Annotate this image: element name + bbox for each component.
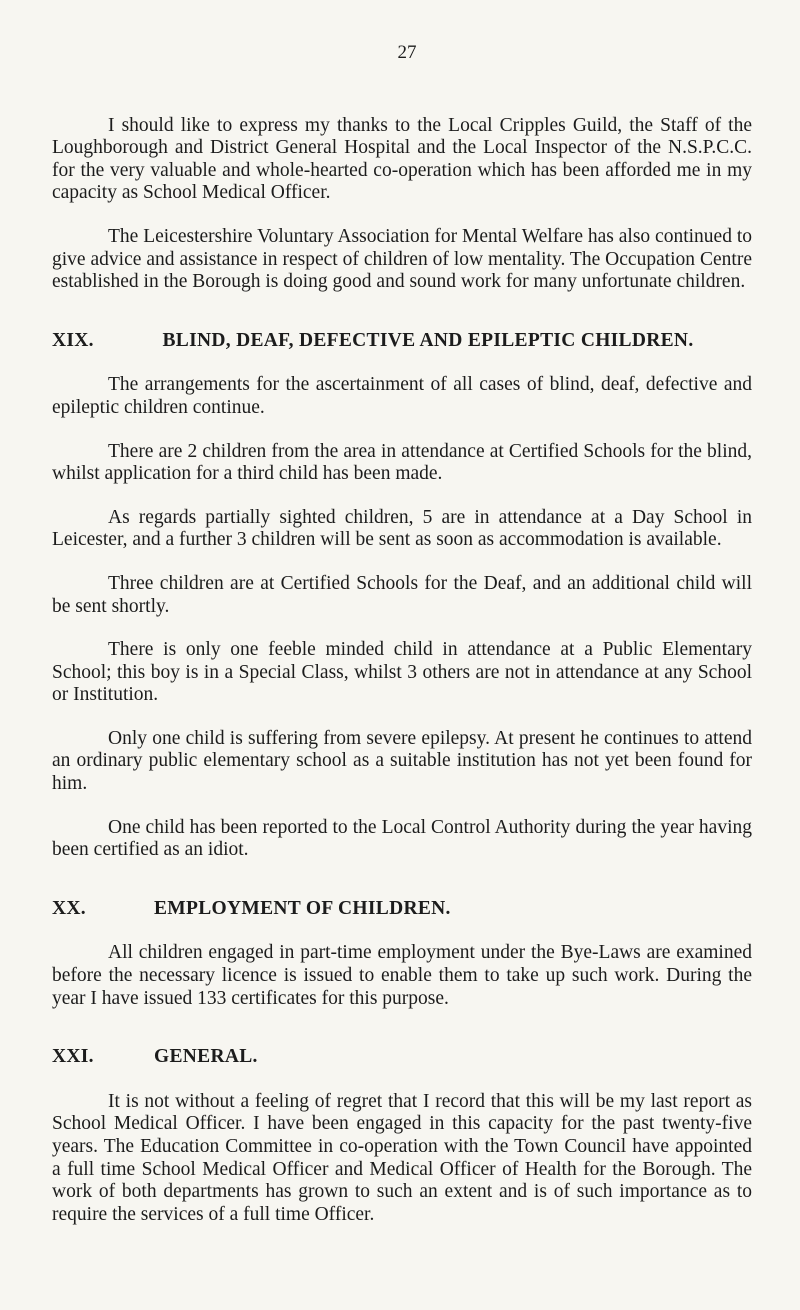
section-heading-xxi [52,1046,752,1069]
intro-paragraph: I should like to express my thanks to the Local Cripples Guild, the Staff of the Loughborough and District General Hospital and the Local Inspector of the N.S.P.C.C. for the very valuable and whole-hearted co-operation which has been afforded me in my capacity as School Medical Officer. [52,114,752,204]
body-paragraph: It is not without a feeling of regret that I record that this will be my last report as School Medical Officer. I have been engaged in this capacity for the past twenty-five years. The Education Committee in co-operation with the Town Council have appointed a full time School Medical Officer and Medical Officer of Health for the Borough. The work of both departments has grown to such an extent and is of such importance as to require the services of a full time Officer. [52,1090,752,1225]
body-paragraph: Only one child is suffering from severe epilepsy. At present he continues to attend an ordinary public elementary school as a suitable institution has not yet been found for him. [52,727,752,795]
section-title: BLIND, DEAF, DEFECTIVE AND EPILEPTIC CHILDREN. [162,329,694,351]
body-paragraph: There is only one feeble minded child in attendance at a Public Elementary School; this boy is in a Special Class, whilst 3 others are not in attendance at any School or Institution. [52,639,752,706]
section-heading-xx [52,898,752,921]
section-number: XX. [52,897,86,919]
section-title: GENERAL. [154,1046,258,1068]
section-number: XIX. [52,329,94,351]
body-paragraph: As regards partially sighted children, 5 are in attendance at a Day School in Leicester, and a further 3 children will be sent as soon as accommodation is available. [52,506,752,551]
body-paragraph: There are 2 children from the area in attendance at Certified Schools for the blind, whilst application for a third child has been made. [52,440,752,485]
intro-paragraph: The Leicestershire Voluntary Association for Mental Welfare has also continued to give advice and assistance in respect of children of low mentality. The Occupation Centre established in the Borough is doing good and sound work for many unfortunate children. [52,225,752,293]
body-paragraph: The arrangements for the ascertainment of all cases of blind, deaf, defective and epileptic children continue. [52,374,752,418]
section-number: XXI. [52,1046,94,1068]
body-paragraph: Three children are at Certified Schools for the Deaf, and an additional child will be sent shortly. [52,572,752,617]
section-heading-xix [52,330,752,353]
section-title: EMPLOYMENT OF CHILDREN. [154,897,451,919]
document-page [52,42,752,1226]
page-number: 27 [397,42,417,63]
body-paragraph: All children engaged in part-time employment under the Bye-Laws are examined before the necessary licence is issued to enable them to take up such work. During the year I have issued 133 certificates for this purpose. [52,942,752,1009]
body-paragraph: One child has been reported to the Local Control Authority during the year having been certified as an idiot. [52,816,752,861]
